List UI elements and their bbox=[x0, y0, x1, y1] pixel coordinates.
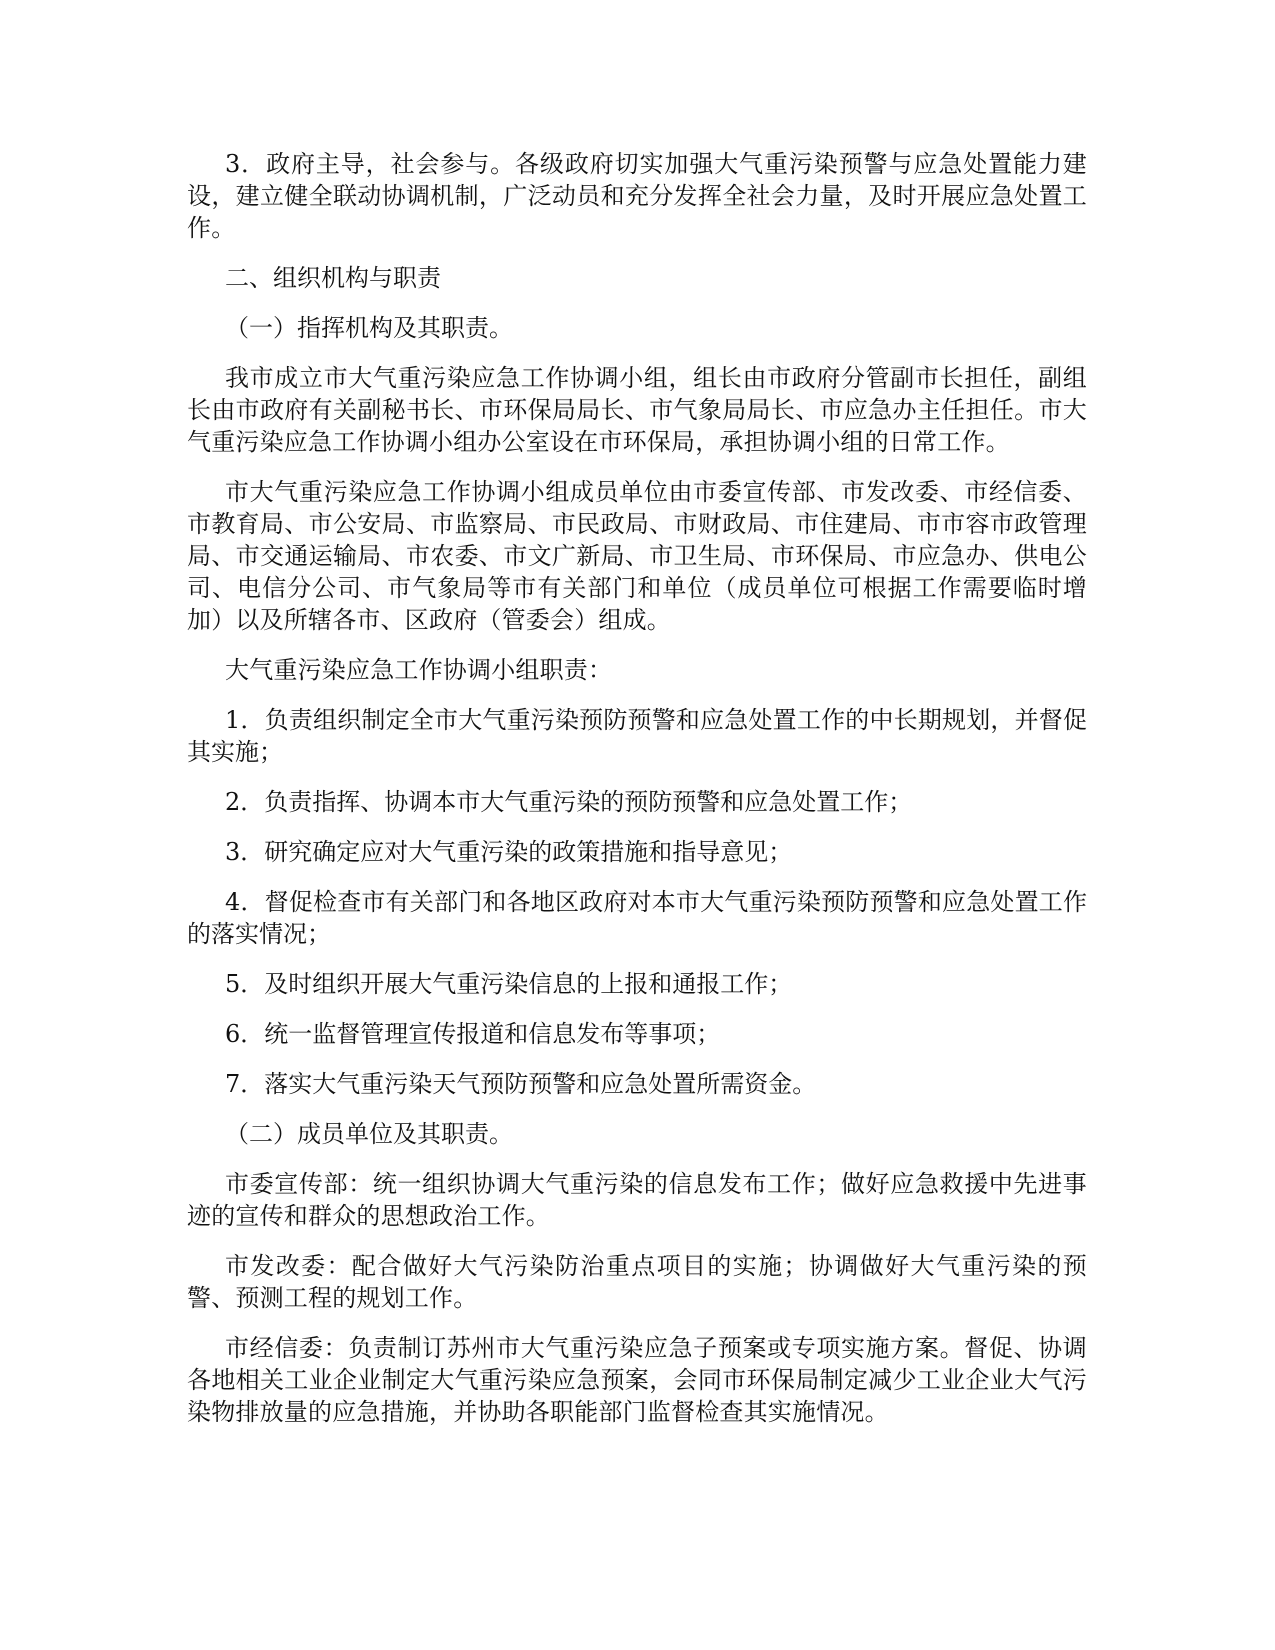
duty-item-1: 1．负责组织制定全市大气重污染预防预警和应急处置工作的中长期规划，并督促其实施； bbox=[187, 706, 1087, 766]
duty-item-5: 5．及时组织开展大气重污染信息的上报和通报工作； bbox=[225, 970, 793, 998]
duty-item-7: 7．落实大气重污染天气预防预警和应急处置所需资金。 bbox=[225, 1070, 817, 1098]
document-body bbox=[187, 148, 1087, 1446]
duty-item-2: 2．负责指挥、协调本市大气重污染的预防预警和应急处置工作； bbox=[225, 788, 913, 816]
paragraph-economic-commission: 市经信委：负责制订苏州市大气重污染应急子预案或专项实施方案。督促、协调各地相关工业企业制定大气重污染应急预案，会同市环保局制定减少工业企业大气污染物排放量的应急措施，并协助各职能部门监督检查其实施情况。 bbox=[187, 1334, 1087, 1426]
paragraph-member-units: 市大气重污染应急工作协调小组成员单位由市委宣传部、市发改委、市经信委、市教育局、市公安局、市监察局、市民政局、市财政局、市住建局、市市容市政管理局、市交通运输局、市农委、市文广新局、市卫生局、市环保局、市应急办、供电公司、电信分公司、市气象局等市有关部门和单位（成员单位可根据工作需要临时增加）以及所辖各市、区政府（管委会）组成。 bbox=[187, 478, 1087, 634]
duty-item-4: 4．督促检查市有关部门和各地区政府对本市大气重污染预防预警和应急处置工作的落实情况； bbox=[187, 888, 1087, 948]
paragraph-group-duties-intro: 大气重污染应急工作协调小组职责： bbox=[225, 656, 613, 684]
subsection-heading-command: （一）指挥机构及其职责。 bbox=[225, 314, 513, 342]
section-heading-organization: 二、组织机构与职责 bbox=[225, 264, 441, 292]
paragraph-principle-3: 3．政府主导，社会参与。各级政府切实加强大气重污染预警与应急处置能力建设，建立健全联动协调机制，广泛动员和充分发挥全社会力量，及时开展应急处置工作。 bbox=[187, 150, 1087, 242]
paragraph-development-commission: 市发改委：配合做好大气污染防治重点项目的实施；协调做好大气重污染的预警、预测工程的规划工作。 bbox=[187, 1252, 1087, 1312]
subsection-heading-members: （二）成员单位及其职责。 bbox=[225, 1120, 513, 1148]
paragraph-coordination-group: 我市成立市大气重污染应急工作协调小组，组长由市政府分管副市长担任，副组长由市政府有关副秘书长、市环保局局长、市气象局局长、市应急办主任担任。市大气重污染应急工作协调小组办公室设在市环保局，承担协调小组的日常工作。 bbox=[187, 364, 1087, 456]
duty-item-3: 3．研究确定应对大气重污染的政策措施和指导意见； bbox=[225, 838, 793, 866]
paragraph-propaganda-dept: 市委宣传部：统一组织协调大气重污染的信息发布工作；做好应急救援中先进事迹的宣传和群众的思想政治工作。 bbox=[187, 1170, 1087, 1230]
duty-item-6: 6．统一监督管理宣传报道和信息发布等事项； bbox=[225, 1020, 721, 1048]
